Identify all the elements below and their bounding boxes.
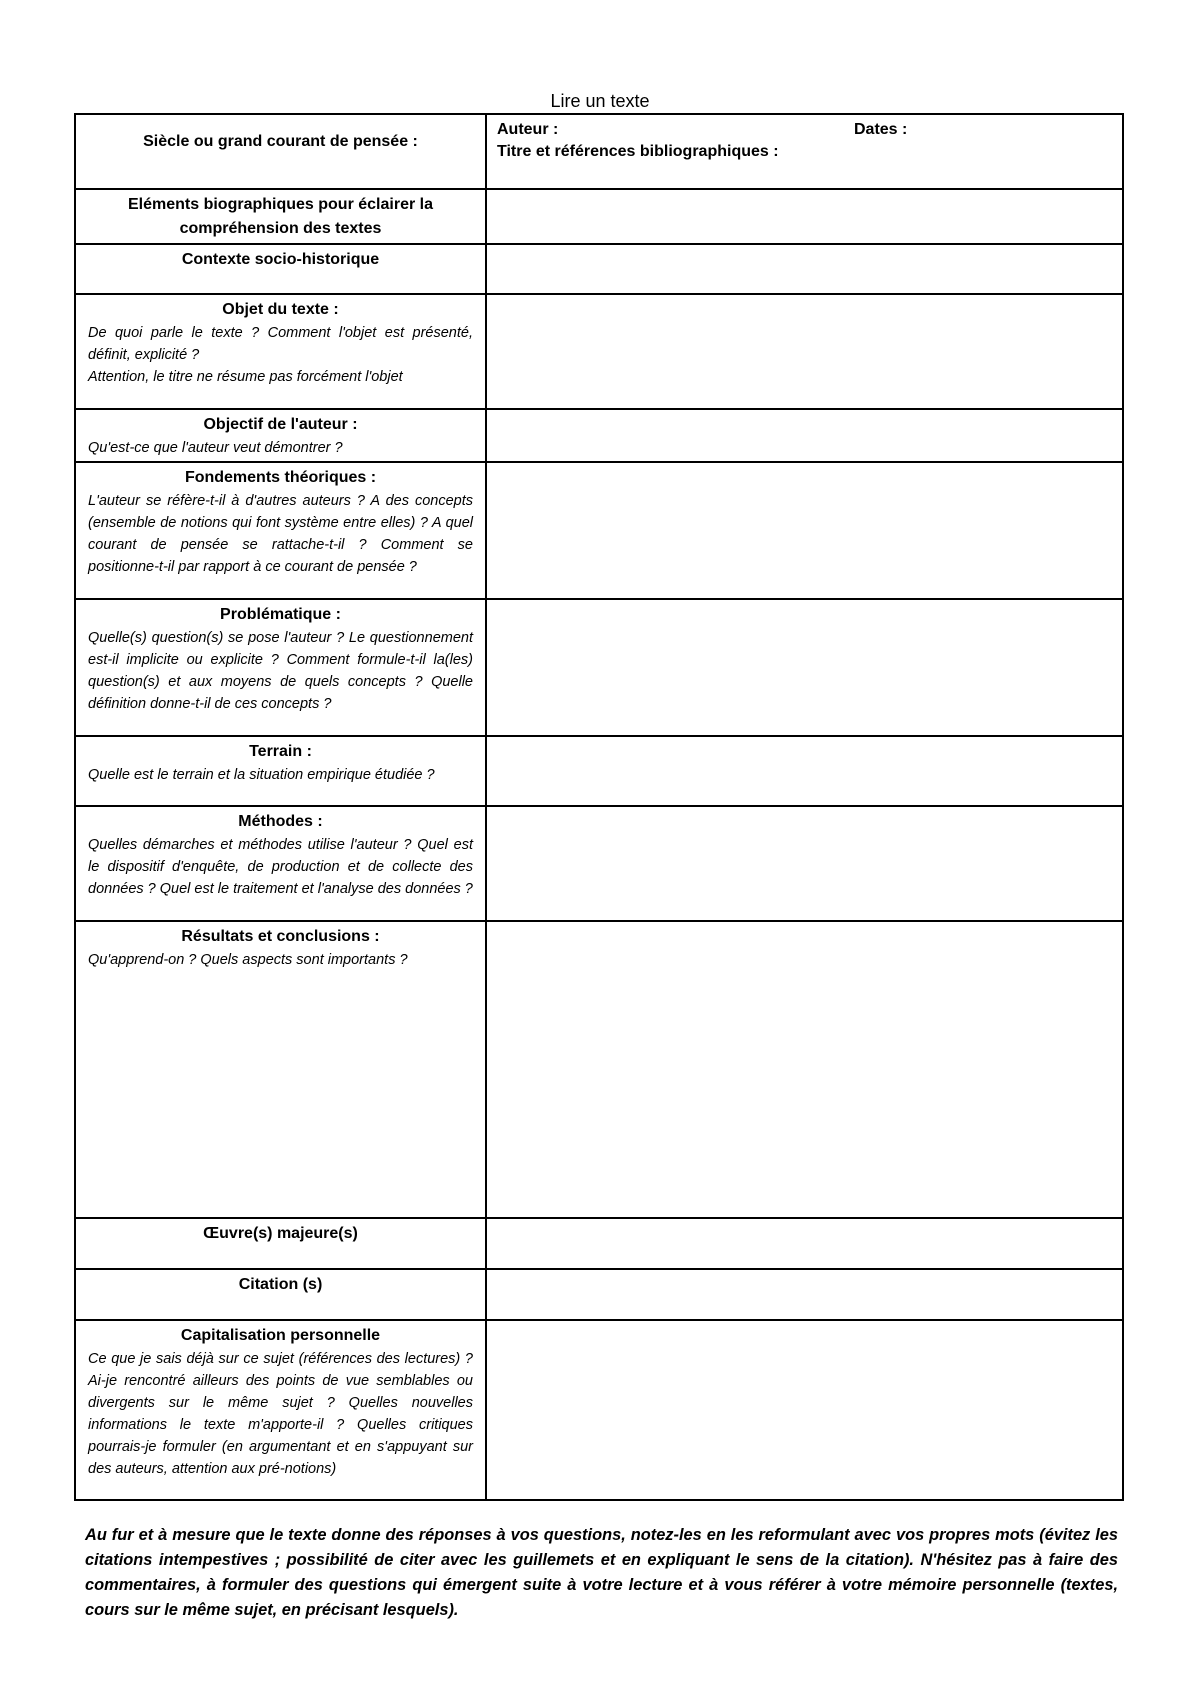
table-row-header — [75, 114, 1123, 189]
row-label-cell — [75, 294, 486, 409]
table-row — [75, 921, 1123, 1218]
row-label-cell — [75, 806, 486, 921]
row-description-line: De quoi parle le texte ? Comment l'objet est présenté, définit, explicité ? — [88, 325, 473, 363]
row-answer-cell[interactable] — [486, 1269, 1123, 1320]
table-row — [75, 599, 1123, 736]
row-label-cell — [75, 599, 486, 736]
row-answer-cell[interactable] — [486, 294, 1123, 409]
row-label-cell — [75, 736, 486, 806]
row-description: Quelle(s) question(s) se pose l'auteur ? Le questionnement est-il implicite ou explicite ? Comment formule-t-il la(les) question(s) et aux moyens de quels concepts ? Quelle définition donne-t-il de ces concepts ? — [88, 630, 473, 712]
table-row — [75, 244, 1123, 294]
row-description: Quelles démarches et méthodes utilise l'auteur ? Quel est le dispositif d'enquête, de production et de collecte des données ? Quel est le traitement et l'analyse des données ? — [88, 837, 473, 897]
table-row — [75, 1269, 1123, 1320]
row-label: Eléments biographiques pour éclairer la compréhension des textes — [128, 196, 433, 237]
row-answer-cell[interactable] — [486, 921, 1123, 1218]
row-answer-cell[interactable] — [486, 1320, 1123, 1500]
row-label-cell — [75, 244, 486, 294]
row-description-line: Attention, le titre ne résume pas forcément l'objet — [88, 369, 403, 385]
row-answer-cell[interactable] — [486, 599, 1123, 736]
row-description: Ce que je sais déjà sur ce sujet (références des lectures) ? Ai-je rencontré ailleurs des points de vue semblables ou divergents sur le même sujet ? Quelles nouvelles informations le texte m'apporte-il ? Quelles critiques pourrais-je formuler (en argumentant et en s'appuyant sur des auteurs, attention aux pré-notions) — [88, 1351, 473, 1477]
row-label-cell — [75, 1320, 486, 1500]
row-label: Capitalisation personnelle — [180, 1327, 381, 1344]
row-description: L'auteur se réfère-t-il à d'autres auteurs ? A des concepts (ensemble de notions qui font système entre elles) ? A quel courant de pensée se rattache-t-il ? Comment se positionne-t-il par rapport à ce courant de pensée ? — [88, 493, 473, 575]
row-label-cell — [75, 1218, 486, 1269]
row-label: Contexte socio-historique — [181, 251, 380, 268]
row-answer-cell[interactable] — [486, 806, 1123, 921]
dates-label: Dates : — [854, 121, 908, 138]
row-label: Terrain : — [249, 743, 312, 760]
author-block — [497, 119, 1112, 163]
row-description: Quelle est le terrain et la situation empirique étudiée ? — [88, 767, 435, 783]
row-answer-cell[interactable] — [486, 462, 1123, 599]
table-row — [75, 409, 1123, 462]
table-row — [75, 462, 1123, 599]
row-label-cell — [75, 921, 486, 1218]
row-description: Qu'est-ce que l'auteur veut démontrer ? — [88, 440, 343, 456]
table-row — [75, 806, 1123, 921]
row-answer-cell[interactable] — [486, 244, 1123, 294]
author-label: Auteur : — [497, 121, 559, 138]
row-answer-cell[interactable] — [486, 736, 1123, 806]
title-ref-label: Titre et références bibliographiques : — [497, 143, 779, 160]
table-row — [75, 1320, 1123, 1500]
row-answer-cell[interactable] — [486, 1218, 1123, 1269]
author-info-cell[interactable] — [486, 114, 1123, 189]
century-label-cell — [75, 114, 486, 189]
row-description: Qu'apprend-on ? Quels aspects sont importants ? — [88, 952, 408, 968]
row-answer-cell[interactable] — [486, 409, 1123, 462]
footer-instructions: Au fur et à mesure que le texte donne des réponses à vos questions, notez-les en les reformulant avec vos propres mots (évitez les citations intempestives ; possibilité de citer avec les guillemets et en expliquant le sens de la citation). N'hésitez pas à faire des commentaires, à formuler des questions qui émergent suite à votre lecture et à vous référer à votre mémoire personnelle (textes, cours sur le même sujet, en précisant lesquels). — [85, 1526, 1118, 1619]
row-answer-cell[interactable] — [486, 189, 1123, 244]
row-description — [88, 322, 473, 388]
page-title: Lire un texte — [550, 91, 650, 111]
row-label-cell — [75, 1269, 486, 1320]
row-label: Œuvre(s) majeure(s) — [203, 1225, 358, 1242]
row-label: Méthodes : — [238, 813, 323, 830]
century-label: Siècle ou grand courant de pensée : — [143, 133, 418, 150]
table-row — [75, 736, 1123, 806]
reading-form-table — [74, 113, 1124, 1501]
row-label-cell — [75, 462, 486, 599]
row-label: Problématique : — [220, 606, 341, 623]
row-label: Citation (s) — [238, 1276, 323, 1293]
row-label: Objet du texte : — [222, 301, 339, 318]
row-label: Fondements théoriques : — [184, 469, 377, 486]
row-label: Résultats et conclusions : — [181, 928, 380, 945]
row-label-cell — [75, 409, 486, 462]
table-row — [75, 189, 1123, 244]
row-label-cell — [75, 189, 486, 244]
row-label: Objectif de l'auteur : — [203, 416, 358, 433]
table-row — [75, 294, 1123, 409]
table-row — [75, 1218, 1123, 1269]
